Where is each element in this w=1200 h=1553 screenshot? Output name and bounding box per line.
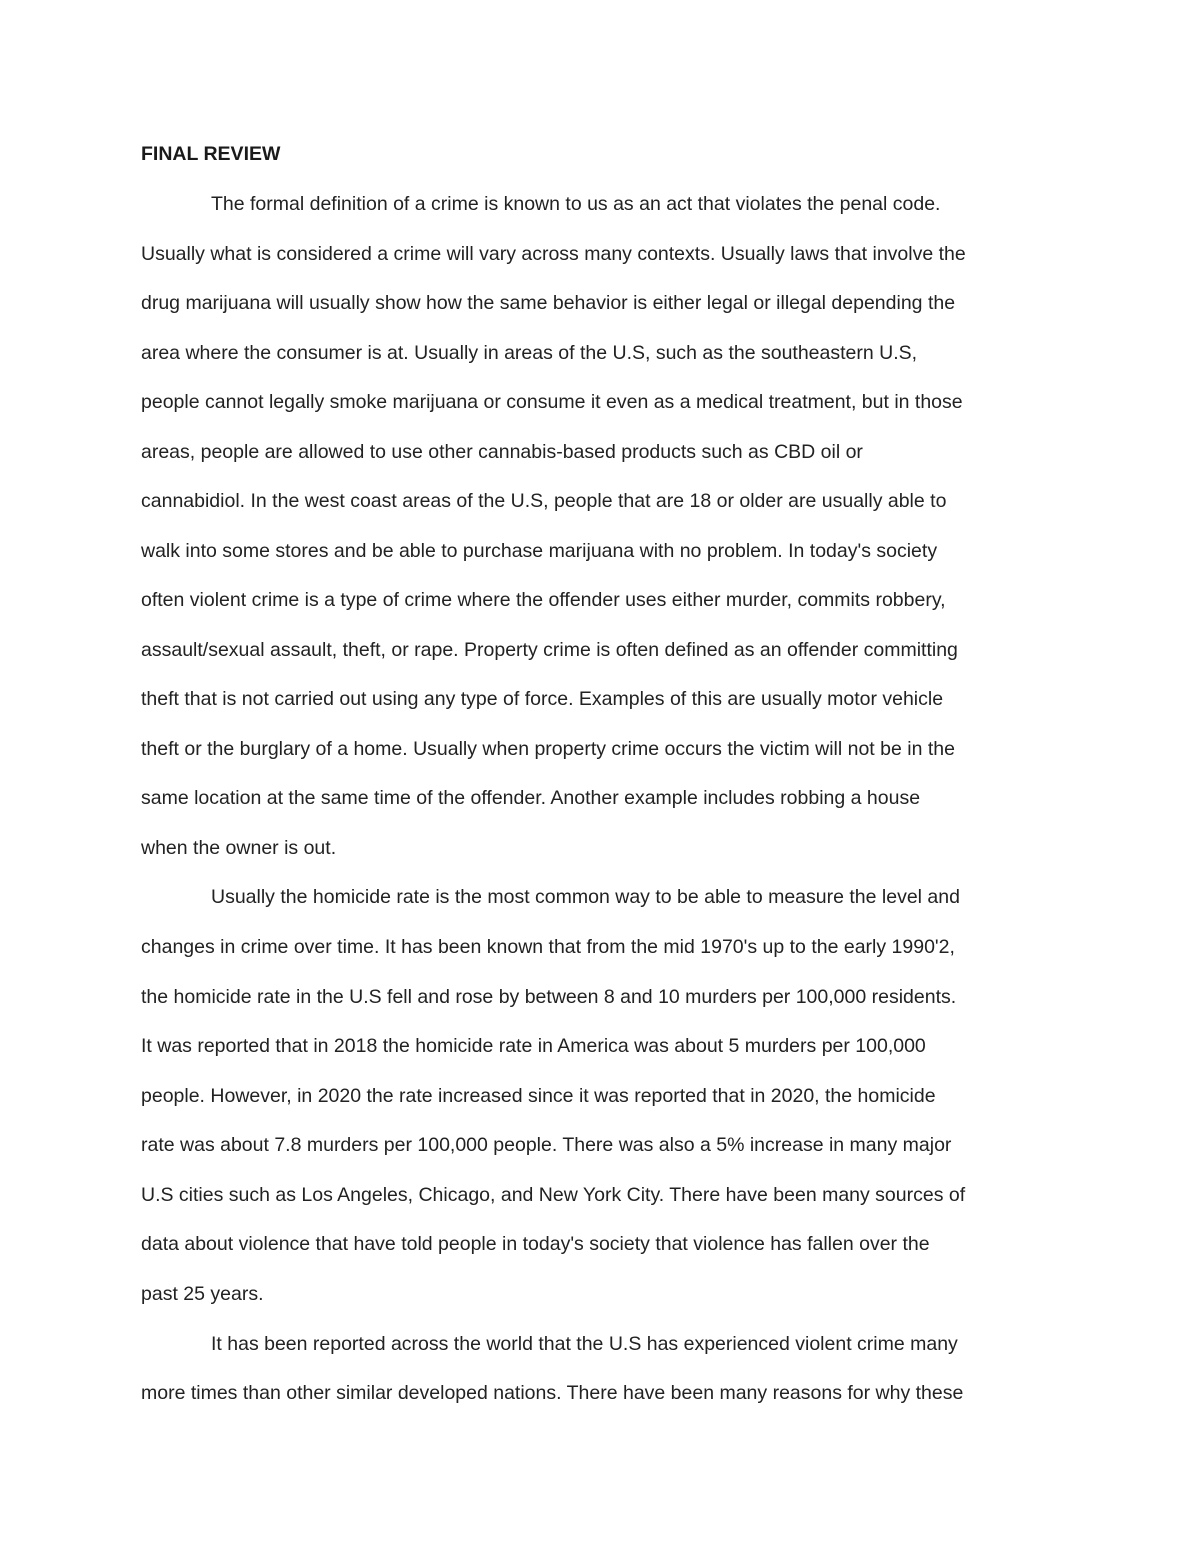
paragraph-line: assault/sexual assault, theft, or rape. Property crime is often defined as an offender committing — [141, 639, 958, 661]
paragraph-line: cannabidiol. In the west coast areas of the U.S, people that are 18 or older are usually able to — [141, 490, 947, 512]
paragraph-line: rate was about 7.8 murders per 100,000 people. There was also a 5% increase in many major — [141, 1134, 952, 1156]
paragraph-line: Usually the homicide rate is the most common way to be able to measure the level and — [211, 886, 960, 908]
paragraph-line: It has been reported across the world that the U.S has experienced violent crime many — [211, 1333, 958, 1355]
paragraph-line: U.S cities such as Los Angeles, Chicago, and New York City. There have been many sources of — [141, 1184, 966, 1206]
paragraph-line: the homicide rate in the U.S fell and rose by between 8 and 10 murders per 100,000 residents. — [141, 986, 957, 1008]
paragraph-line: people cannot legally smoke marijuana or consume it even as a medical treatment, but in those — [141, 391, 963, 413]
paragraph-line: areas, people are allowed to use other cannabis-based products such as CBD oil or — [141, 441, 863, 463]
paragraph-line: more times than other similar developed nations. There have been many reasons for why these — [141, 1382, 964, 1404]
paragraph-line: Usually what is considered a crime will vary across many contexts. Usually laws that involve the — [141, 243, 966, 265]
paragraph-line: people. However, in 2020 the rate increased since it was reported that in 2020, the homicide — [141, 1085, 936, 1107]
document-title: FINAL REVIEW — [141, 143, 281, 165]
paragraph-line: walk into some stores and be able to purchase marijuana with no problem. In today's society — [141, 540, 938, 562]
paragraph-line: data about violence that have told people in today's society that violence has fallen over the — [141, 1233, 930, 1255]
paragraph-line: area where the consumer is at. Usually in areas of the U.S, such as the southeastern U.S, — [141, 342, 918, 364]
paragraph-line: drug marijuana will usually show how the same behavior is either legal or illegal depending the — [141, 292, 956, 314]
paragraph-line: theft or the burglary of a home. Usually when property crime occurs the victim will not be in the — [141, 738, 955, 760]
paragraph-line: It was reported that in 2018 the homicide rate in America was about 5 murders per 100,000 — [141, 1035, 926, 1057]
paragraph-line: theft that is not carried out using any type of force. Examples of this are usually motor vehicle — [141, 688, 944, 710]
paragraph-line: changes in crime over time. It has been known that from the mid 1970's up to the early 1990'2, — [141, 936, 955, 958]
paragraph-line: when the owner is out. — [141, 837, 337, 859]
paragraph-line: The formal definition of a crime is known to us as an act that violates the penal code. — [211, 193, 941, 215]
paragraph-line: past 25 years. — [141, 1283, 264, 1305]
paragraph-line: often violent crime is a type of crime where the offender uses either murder, commits robbery, — [141, 589, 946, 611]
paragraph-line: same location at the same time of the offender. Another example includes robbing a house — [141, 787, 921, 809]
